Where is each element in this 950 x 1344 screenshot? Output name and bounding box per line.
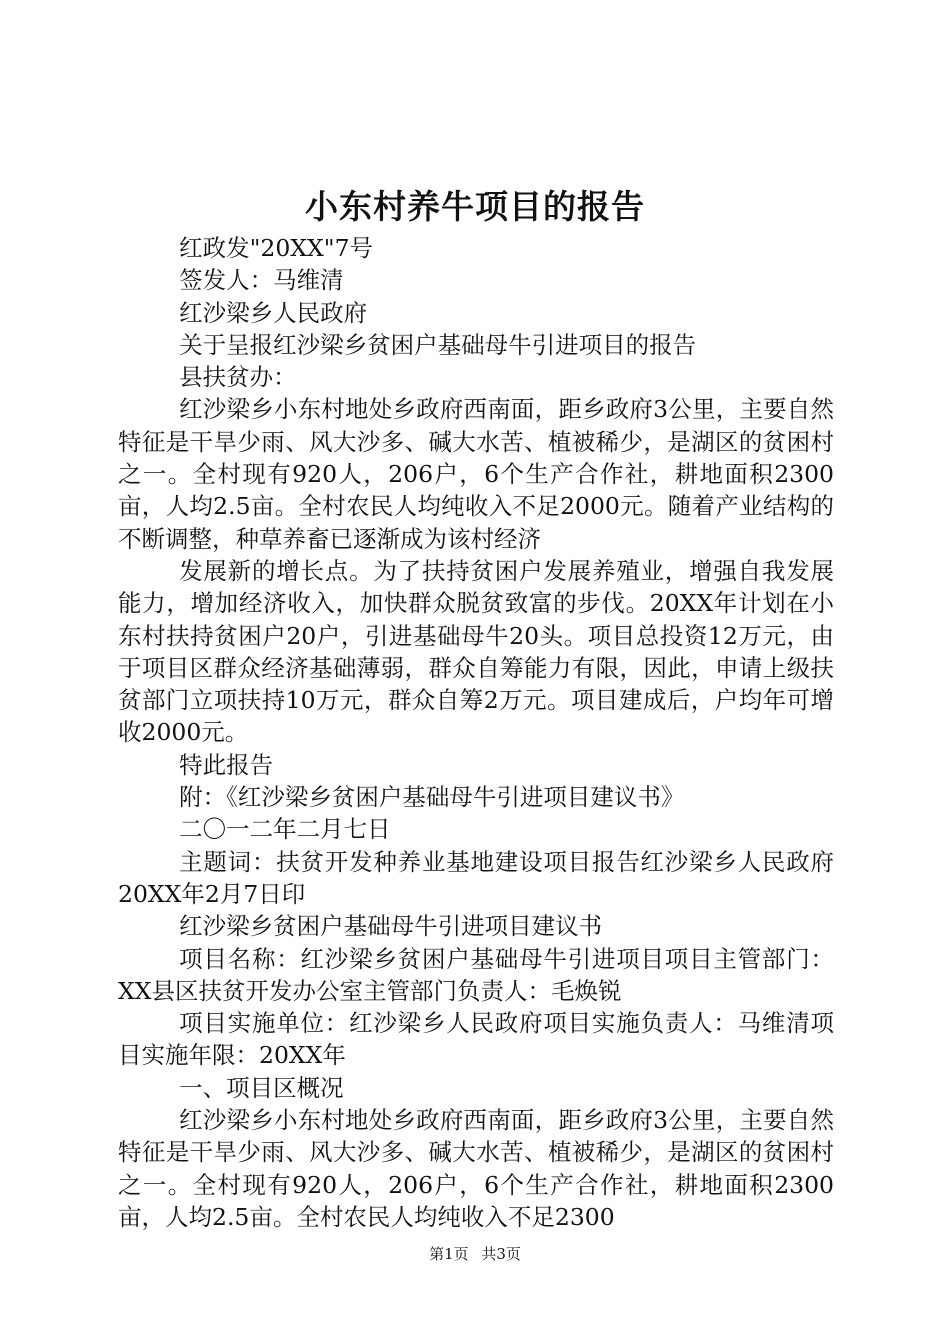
body-paragraph: 发展新的增长点。为了扶持贫困户发展养殖业，增强自我发展能力，增加经济收入，加快群众脱贫致富的步伐。20XX年计划在小东村扶持贫困户20户，引进基础母牛20头。项目总投资12万元，由于项目区群众经济基础薄弱，群众自筹能力有限，因此，申请上级扶贫部门立项扶持10万元，群众自筹2万元。项目建成后，户均年可增收2000元。	[118, 556, 834, 747]
section-heading: 红沙梁乡贫困户基础母牛引进项目建议书	[179, 912, 603, 941]
report-subject: 关于呈报红沙梁乡贫困户基础母牛引进项目的报告	[179, 330, 697, 359]
date-line: 二〇一二年二月七日	[179, 815, 391, 844]
document-number: 红政发"20XX"7号	[179, 234, 374, 262]
signer-line: 签发人：马维清	[179, 266, 344, 295]
keywords-line: 主题词：扶贫开发种养业基地建设项目报告红沙梁乡人民政府20XX年2月7日印	[118, 847, 834, 908]
body-paragraph: 红沙梁乡小东村地处乡政府西南面，距乡政府3公里，主要自然特征是干旱少雨、风大沙多、碱大水苦、植被稀少，是湖区的贫困村之一。全村现有920人，206户，6个生产合作社，耕地面积2300亩，人均2.5亩。全村农民人均纯收入不足2300	[118, 1106, 834, 1231]
page-footer	[0, 1244, 950, 1264]
section-heading: 一、项目区概况	[179, 1073, 344, 1102]
attachment-line: 附：《红沙梁乡贫困户基础母牛引进项目建议书》	[179, 783, 685, 812]
closing-line: 特此报告	[179, 750, 274, 779]
project-unit-line: 项目实施单位：红沙梁乡人民政府项目实施负责人：马维清项目实施年限：20XX年	[118, 1009, 834, 1070]
project-name-line: 项目名称：红沙梁乡贫困户基础母牛引进项目项目主管部门：XX县区扶贫开发办公室主管部门负责人：毛焕锐	[118, 944, 834, 1005]
document-title: 小东村养牛项目的报告	[305, 187, 645, 226]
body-paragraph: 红沙梁乡小东村地处乡政府西南面，距乡政府3公里，主要自然特征是干旱少雨、风大沙多、碱大水苦、植被稀少，是湖区的贫困村之一。全村现有920人，206户，6个生产合作社，耕地面积2300亩，人均2.5亩。全村农民人均纯收入不足2000元。随着产业结构的不断调整，种草养畜已逐渐成为该村经济	[118, 395, 834, 553]
document-body	[118, 232, 834, 1233]
page-total: 共3页	[481, 1245, 521, 1263]
page-number: 第1页	[429, 1245, 469, 1263]
recipient-line: 县扶贫办：	[179, 363, 297, 392]
issuing-authority: 红沙梁乡人民政府	[179, 298, 368, 327]
